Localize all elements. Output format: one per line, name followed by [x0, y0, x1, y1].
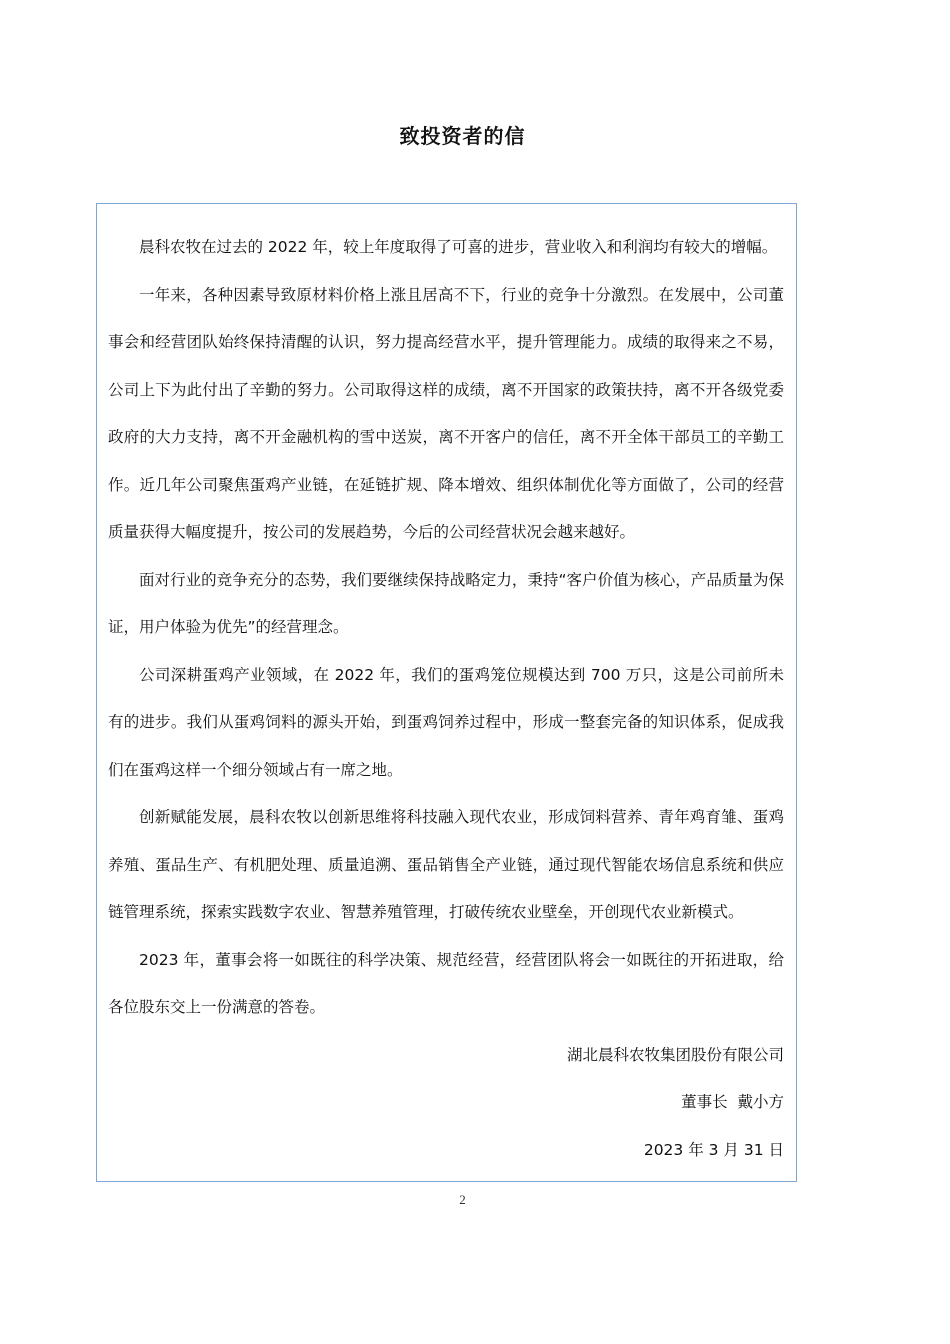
paragraph-2: 一年来，各种因素导致原材料价格上涨且居高不下，行业的竞争十分激烈。在发展中，公司董事会和经营团队始终保持清醒的认识，努力提高经营水平，提升管理能力。成绩的取得来之不易，公司上下为此付出了辛勤的努力。公司取得这样的成绩，离不开国家的政策扶持，离不开各级党委政府的大力支持，离不开金融机构的雪中送炭，离不开客户的信任，离不开全体干部员工的辛勤工作。近几年公司聚焦蛋鸡产业链，在延链扩规、降本增效、组织体制优化等方面做了，公司的经营质量获得大幅度提升，按公司的发展趋势，今后的公司经营状况会越来越好。: [108, 285, 784, 541]
letter-date: 2023 年 3 月 31 日: [643, 1140, 784, 1159]
paragraph-4: 公司深耕蛋鸡产业领域，在 2022 年，我们的蛋鸡笼位规模达到 700 万只，这是公司前所未有的进步。我们从蛋鸡饲料的源头开始，到蛋鸡饲养过程中，形成一整套完备的知识体系，促成我们在蛋鸡这样一个细分领域占有一席之地。: [108, 665, 784, 779]
paragraph-1: 晨科农牧在过去的 2022 年，较上年度取得了可喜的进步，营业收入和利润均有较大的增幅。: [139, 238, 778, 256]
signer: 董事长 戴小方: [681, 1093, 784, 1111]
paragraph-3: 面对行业的竞争充分的态势，我们要继续保持战略定力，秉持“客户价值为核心，产品质量为保证，用户体验为优先”的经营理念。: [108, 570, 784, 636]
company-name: 湖北晨科农牧集团股份有限公司: [566, 1045, 784, 1064]
paragraph-6: 2023 年，董事会将一如既往的科学决策、规范经营，经营团队将会一如既往的开拓进取，给各位股东交上一份满意的答卷。: [108, 950, 784, 1016]
letter-box: [96, 203, 797, 1182]
page-number: 2: [459, 1192, 466, 1207]
letter-title: 致投资者的信: [399, 124, 526, 148]
paragraph-5: 创新赋能发展，晨科农牧以创新思维将科技融入现代农业，形成饲料营养、青年鸡育雏、蛋鸡养殖、蛋品生产、有机肥处理、质量追溯、蛋品销售全产业链，通过现代智能农场信息系统和供应链管理系统，探索实践数字农业、智慧养殖管理，打破传统农业壁垒，开创现代农业新模式。: [108, 808, 784, 921]
